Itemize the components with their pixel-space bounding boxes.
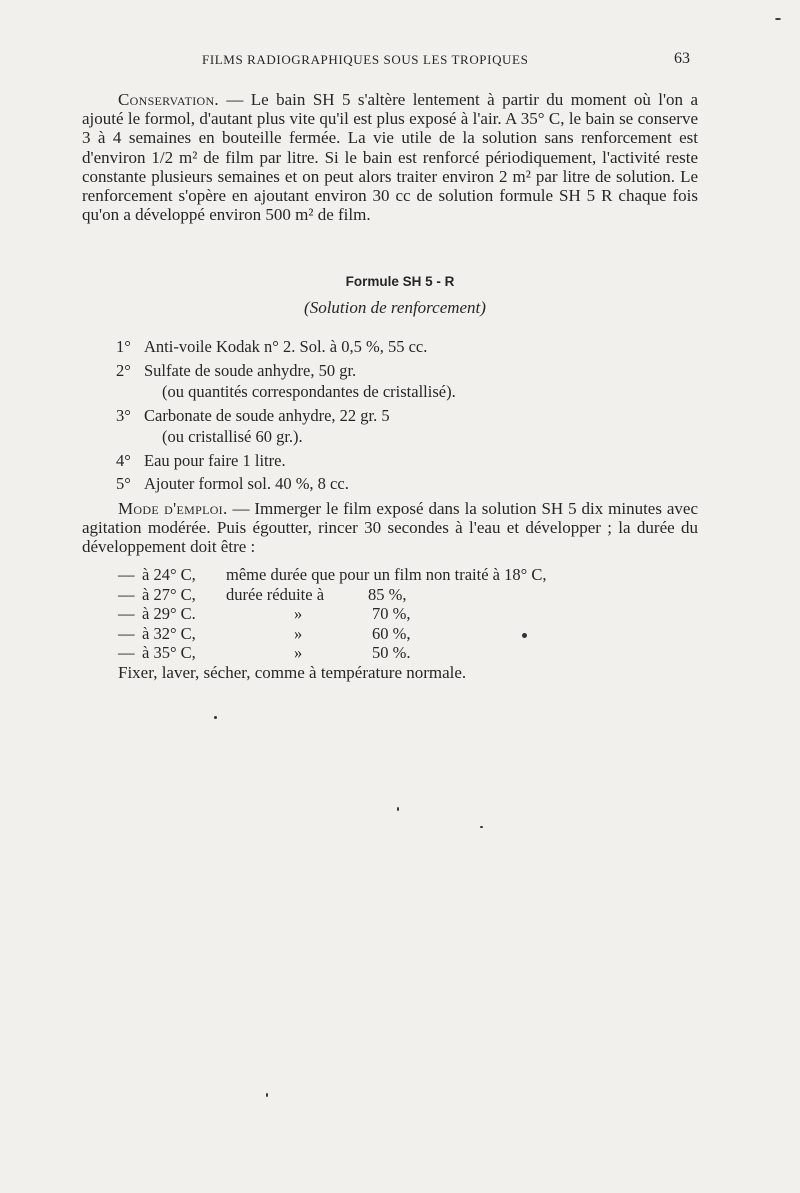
- ingredient-text: Sulfate de soude anhydre, 50 gr.: [144, 360, 357, 380]
- closing-line: Fixer, laver, sécher, comme à température normale.: [118, 663, 467, 682]
- temperature-row: [118, 585, 678, 605]
- ingredient-text: Ajouter formol sol. 40 %, 8 cc.: [144, 474, 349, 493]
- running-head: [82, 52, 690, 72]
- ingredient-item: [116, 336, 696, 358]
- row-ditto: »: [294, 643, 303, 662]
- row-temperature: à 24° C,: [142, 565, 196, 584]
- temperature-row: [118, 565, 678, 585]
- ingredient-item: [116, 360, 696, 403]
- ingredient-item: [116, 450, 696, 472]
- mode-emploi-paragraph: [82, 499, 698, 557]
- scan-speck: [214, 716, 217, 719]
- ingredient-number: 2°: [116, 360, 131, 380]
- row-percentage: 50 %.: [372, 643, 411, 662]
- temperature-row: [118, 604, 678, 624]
- row-percentage: 85 %,: [368, 584, 407, 604]
- row-dash: —: [118, 604, 135, 623]
- row-description: même durée que pour un film non traité à 18° C,: [226, 565, 547, 584]
- row-temperature: à 27° C,: [142, 584, 196, 604]
- scan-speck: [266, 1093, 268, 1097]
- scan-speck: [480, 826, 483, 828]
- ingredient-item: [116, 473, 696, 495]
- ingredient-number: 3°: [116, 405, 131, 425]
- temperature-table: [118, 565, 678, 663]
- ingredient-text: Anti-voile Kodak n° 2. Sol. à 0,5 %, 55 cc.: [144, 337, 428, 356]
- row-description: durée réduite à: [226, 584, 325, 604]
- row-dash: —: [118, 623, 135, 643]
- scan-speck: [397, 807, 399, 811]
- ingredient-item: [116, 405, 696, 448]
- temperature-row: [118, 624, 678, 644]
- row-dash: —: [118, 565, 135, 584]
- row-temperature: à 32° C,: [142, 623, 196, 643]
- ingredient-number: 4°: [116, 450, 131, 470]
- row-percentage: 60 %,: [372, 623, 411, 643]
- running-title: FILMS RADIOGRAPHIQUES SOUS LES TROPIQUES: [202, 52, 529, 67]
- ingredient-note: (ou quantités correspondantes de cristallisé).: [162, 382, 456, 401]
- ingredient-number: 5°: [116, 474, 131, 493]
- ingredient-text: Eau pour faire 1 litre.: [144, 450, 286, 470]
- row-temperature: à 29° C.: [142, 604, 196, 623]
- ingredient-number: 1°: [116, 337, 131, 356]
- temperature-row: [118, 643, 678, 663]
- row-dash: —: [118, 643, 135, 662]
- scan-speck: [522, 633, 527, 638]
- page-number: 63: [674, 50, 690, 67]
- row-dash: —: [118, 584, 135, 604]
- ingredient-list: [116, 336, 696, 495]
- row-temperature: à 35° C,: [142, 643, 196, 662]
- scan-speck: [775, 18, 781, 20]
- ingredient-text: Carbonate de soude anhydre, 22 gr. 5: [144, 405, 390, 425]
- row-ditto: »: [294, 604, 303, 623]
- mode-emploi-lead: Mode d'emploi.: [118, 499, 228, 518]
- formula-title: Formule SH 5 - R: [345, 274, 455, 289]
- conservation-lead: Conservation.: [118, 90, 219, 109]
- row-percentage: 70 %,: [372, 604, 411, 623]
- formula-subtitle: (Solution de renforcement): [304, 298, 486, 317]
- row-ditto: »: [294, 623, 303, 643]
- conservation-text: — Le bain SH 5 s'altère lentement à partir du moment où l'on a ajouté le formol, d'autant plus vite qu'il est plus exposé à l'air. A 35° C, le bain se conserve 3 à 4 semaines en bouteille fermée. La vie utile de la solution sans renforcement est d'environ 1/2 m² de film par litre. Si le bain est renforcé périodiquement, l'activité reste constante plusieurs semaines et on peut alors traiter environ 2 m² par litre de solution. Le renforcement s'opère en ajoutant environ 30 cc de solution formule SH 5 R chaque fois qu'on a développé environ 500 m² de film.: [82, 90, 698, 225]
- ingredient-note: (ou cristallisé 60 gr.).: [162, 427, 303, 446]
- conservation-paragraph: [82, 90, 698, 224]
- mode-emploi-text: — Immerger le film exposé dans la solution SH 5 dix minutes avec agitation modérée. Puis égoutter, rincer 30 secondes à l'eau et développer ; la durée du développement doit être :: [82, 499, 698, 557]
